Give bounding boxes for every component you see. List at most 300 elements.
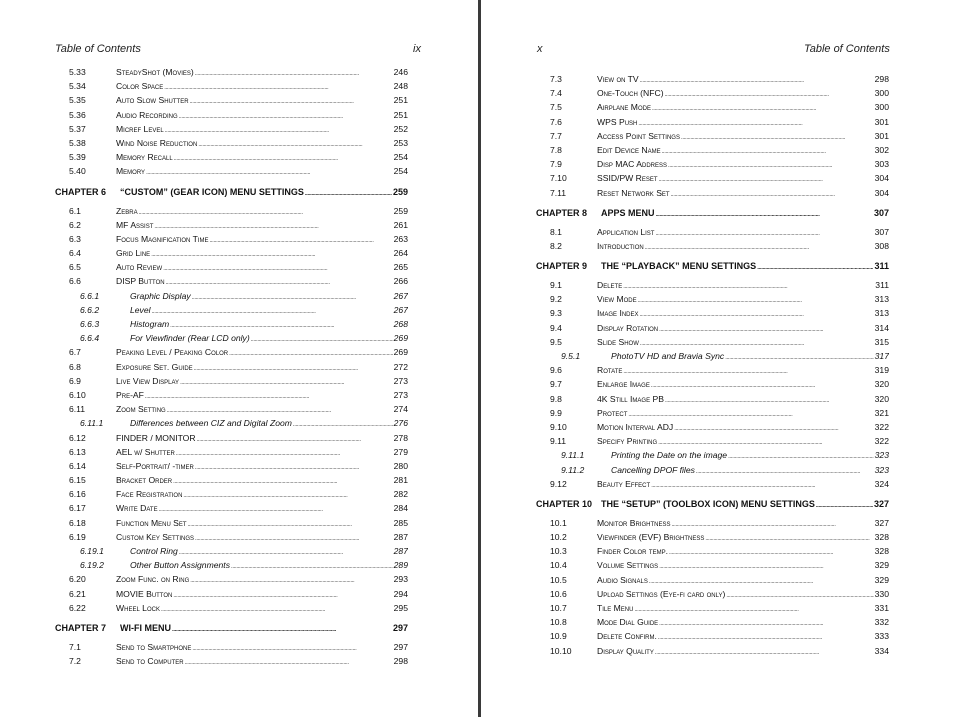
right-page: [481, 0, 958, 717]
toc-leader-dots: [188, 516, 393, 530]
toc-section-row: [536, 100, 889, 114]
toc-page-number: 333: [874, 631, 889, 642]
toc-number: 6.21: [69, 588, 86, 599]
toc-title: PhotoTV HD and Bravia Sync: [611, 351, 725, 361]
toc-page-number: 266: [393, 276, 408, 287]
toc-title: Graphic Display: [130, 290, 191, 301]
toc-number: 6.6.3: [80, 319, 100, 329]
toc-page-number: 315: [874, 336, 889, 347]
toc-number: 6.14: [69, 460, 86, 471]
toc-title: Volume Settings: [597, 560, 659, 571]
toc-title: Zebra: [116, 205, 138, 216]
toc-leader-dots: [659, 558, 873, 572]
toc-chapter-row: [536, 256, 889, 276]
toc-title: Edit Device Name: [597, 144, 661, 155]
toc-subsection-row: [55, 289, 408, 303]
toc-chapter-row: [536, 203, 889, 223]
toc-section-row: [55, 65, 408, 79]
toc-leader-dots: [645, 239, 874, 253]
toc-page-number: 320: [874, 379, 889, 390]
toc-title: Disp MAC Address: [597, 159, 668, 170]
toc-number: 7.10: [550, 173, 567, 184]
toc-section-row: [536, 573, 889, 587]
toc-number: 6.15: [69, 475, 86, 486]
toc-title: Face Registration: [116, 489, 183, 500]
toc-page-number: 298: [874, 74, 889, 84]
toc-section-row: [536, 587, 889, 601]
toc-page-number: 273: [393, 375, 408, 386]
toc-title: Micref Level: [116, 123, 164, 134]
toc-number: 5.35: [69, 95, 86, 106]
toc-subsection-row: [55, 317, 408, 331]
toc-section-row: [536, 171, 889, 185]
toc-leader-dots: [190, 93, 393, 107]
toc-number: 5.38: [69, 137, 86, 148]
toc-number: 6.19.1: [80, 546, 104, 556]
toc-leader-dots: [174, 150, 393, 164]
toc-title: View Mode: [597, 294, 637, 305]
toc-leader-dots: [651, 377, 874, 391]
toc-page-number: 300: [874, 102, 889, 113]
toc-title: Peaking Level / Peaking Color: [116, 347, 229, 358]
toc-number: 9.4: [550, 322, 562, 333]
toc-page-number: 269: [393, 347, 408, 358]
toc-title: Delete Confirm.: [597, 631, 657, 642]
toc-page-number: 320: [874, 393, 889, 404]
toc-page-number: 281: [393, 475, 408, 486]
toc-number: 6.13: [69, 446, 86, 457]
toc-leader-dots: [164, 79, 392, 93]
toc-number: 10.2: [550, 532, 567, 543]
toc-title: WI-FI MENU: [120, 622, 171, 633]
toc-page-number: 287: [393, 546, 408, 556]
toc-leader-dots: [210, 232, 393, 246]
toc-title: Audio Recording: [116, 109, 178, 120]
toc-page-number: 253: [393, 137, 408, 148]
toc-number: 10.10: [550, 645, 572, 656]
toc-page-number: 298: [393, 656, 408, 667]
toc-number: 6.19: [69, 531, 86, 542]
toc-page-number: 300: [874, 88, 889, 99]
toc-page-number: 308: [874, 240, 889, 251]
toc-section-row: [55, 93, 408, 107]
toc-leader-dots: [146, 164, 393, 178]
toc-section-row: [536, 72, 889, 86]
toc-page-number: 287: [393, 531, 408, 542]
toc-leader-dots: [185, 654, 393, 668]
toc-leader-dots: [655, 225, 873, 239]
toc-leader-dots: [145, 388, 393, 402]
toc-page-number: 269: [393, 333, 408, 344]
toc-section-row: [55, 572, 408, 586]
toc-number: 9.5: [550, 336, 562, 347]
toc-leader-dots: [725, 349, 873, 363]
toc-number: 6.20: [69, 574, 86, 585]
toc-section-row: [55, 108, 408, 122]
toc-title: Finder Color temp.: [597, 546, 668, 557]
toc-leader-dots: [659, 321, 874, 335]
toc-page-number: 267: [393, 290, 408, 301]
toc-title: MOVIE Button: [116, 588, 173, 599]
toc-number: 7.11: [550, 187, 567, 198]
toc-title: SteadyShot (Movies): [116, 67, 194, 77]
toc-number: 6.18: [69, 517, 86, 528]
toc-title: Wheel Lock: [116, 602, 160, 613]
toc-subsection-row: [55, 558, 408, 572]
toc-title: Zoom Func. on Ring: [116, 574, 190, 585]
toc-number: CHAPTER 8: [536, 207, 588, 218]
toc-page-number: 322: [874, 436, 889, 447]
toc-page-number: 334: [874, 645, 889, 656]
toc-page-number: 259: [393, 205, 408, 216]
toc-section-row: [55, 360, 408, 374]
toc-page-number: 328: [874, 532, 889, 543]
toc-section-row: [536, 321, 889, 335]
toc-section-row: [55, 374, 408, 388]
toc-title: APPS MENU: [601, 207, 655, 218]
toc-leader-dots: [623, 363, 873, 377]
toc-number: 9.6: [550, 365, 562, 376]
toc-title: Access Point Settings: [597, 130, 680, 141]
toc-number: 6.4: [69, 248, 81, 259]
toc-title: Protect: [597, 407, 628, 418]
toc-leader-dots: [173, 473, 393, 487]
right-header-page-number: x: [537, 43, 543, 55]
toc-section-row: [55, 232, 408, 246]
toc-section-row: [55, 150, 408, 164]
toc-leader-dots: [634, 601, 873, 615]
toc-title: Application List: [597, 226, 655, 237]
toc-leader-dots: [293, 416, 393, 430]
toc-title: Pre-AF: [116, 389, 144, 400]
toc-leader-dots: [179, 108, 393, 122]
toc-page-number: 274: [393, 404, 408, 415]
toc-page-number: 282: [393, 489, 408, 500]
toc-page-number: 313: [874, 294, 889, 305]
toc-leader-dots: [757, 256, 873, 276]
toc-leader-dots: [161, 601, 393, 615]
toc-leader-dots: [229, 345, 393, 359]
toc-number: 8.1: [550, 226, 562, 237]
toc-title: Display Quality: [597, 645, 654, 656]
toc-number: 9.11: [550, 436, 567, 447]
toc-page-number: 313: [874, 308, 889, 319]
toc-number: 9.9: [550, 407, 562, 418]
toc-title: Zoom Setting: [116, 404, 166, 415]
toc-title: Auto Review: [116, 262, 163, 273]
toc-title: Wind Noise Reduction: [116, 137, 198, 148]
toc-leader-dots: [139, 204, 393, 218]
toc-title: Custom Key Settings: [116, 531, 195, 542]
toc-section-row: [536, 225, 889, 239]
toc-number: 5.37: [69, 123, 86, 134]
toc-section-row: [536, 157, 889, 171]
toc-section-row: [55, 204, 408, 218]
toc-leader-dots: [195, 65, 393, 79]
toc-section-row: [536, 143, 889, 157]
toc-section-row: [536, 601, 889, 615]
toc-number: 6.12: [69, 432, 86, 443]
toc-title: Image Index: [597, 308, 639, 319]
toc-number: 6.22: [69, 602, 86, 613]
toc-section-row: [536, 239, 889, 253]
toc-title: Send to Smartphone: [116, 641, 192, 652]
toc-number: 6.5: [69, 262, 81, 273]
left-header-page-number: ix: [413, 43, 421, 55]
toc-page-number: 297: [393, 641, 408, 652]
toc-number: 10.8: [550, 617, 567, 628]
toc-section-row: [55, 274, 408, 288]
toc-number: 10.4: [550, 560, 567, 571]
toc-title: Level: [130, 304, 151, 315]
toc-section-row: [536, 516, 889, 530]
toc-page-number: 273: [393, 389, 408, 400]
toc-title: Function Menu Set: [116, 517, 187, 528]
toc-number: 6.8: [69, 361, 81, 372]
toc-page-number: 272: [393, 361, 408, 372]
toc-page-number: 251: [393, 109, 408, 120]
toc-section-row: [55, 218, 408, 232]
toc-title: Bracket Order: [116, 475, 173, 486]
toc-leader-dots: [172, 618, 392, 638]
toc-page-number: 284: [393, 503, 408, 514]
toc-page-number: 332: [874, 617, 889, 628]
toc-number: 5.36: [69, 109, 86, 120]
left-toc-list: [55, 65, 408, 668]
toc-leader-dots: [816, 494, 873, 514]
toc-section-row: [536, 392, 889, 406]
toc-number: CHAPTER 10: [536, 498, 593, 509]
toc-leader-dots: [180, 374, 393, 388]
toc-title: Send to Computer: [116, 656, 184, 667]
toc-leader-dots: [192, 289, 393, 303]
toc-chapter-row: [55, 182, 408, 202]
toc-page-number: 324: [874, 478, 889, 489]
toc-leader-dots: [669, 544, 874, 558]
toc-page-number: 311: [874, 261, 889, 272]
toc-leader-dots: [652, 100, 874, 114]
toc-leader-dots: [176, 445, 393, 459]
toc-title: Tile Menu: [597, 603, 634, 613]
toc-leader-dots: [728, 448, 874, 462]
toc-title: Specify Printing: [597, 436, 658, 447]
toc-leader-dots: [658, 629, 874, 643]
toc-page-number: 301: [874, 130, 889, 141]
toc-page-number: 317: [874, 351, 889, 361]
toc-section-row: [536, 420, 889, 434]
toc-number: 5.40: [69, 166, 86, 177]
toc-leader-dots: [651, 477, 873, 491]
right-toc-list: [536, 72, 889, 658]
toc-page-number: 265: [393, 262, 408, 273]
toc-section-row: [536, 335, 889, 349]
toc-section-row: [55, 654, 408, 668]
toc-section-row: [55, 530, 408, 544]
toc-page-number: 268: [393, 319, 408, 329]
toc-section-row: [55, 431, 408, 445]
toc-subsection-row: [536, 448, 889, 462]
toc-leader-dots: [726, 587, 873, 601]
toc-section-row: [536, 530, 889, 544]
toc-section-row: [55, 164, 408, 178]
toc-page-number: 327: [874, 517, 889, 528]
toc-leader-dots: [640, 306, 874, 320]
toc-leader-dots: [152, 303, 393, 317]
toc-title: Slide Show: [597, 336, 639, 347]
toc-leader-dots: [659, 615, 873, 629]
toc-number: 7.4: [550, 88, 562, 99]
toc-title: Mode Dial Guide: [597, 617, 659, 628]
toc-chapter-row: [55, 618, 408, 638]
toc-section-row: [536, 86, 889, 100]
right-header-title: Table of Contents: [804, 43, 890, 55]
toc-page-number: 319: [874, 365, 889, 376]
toc-page-number: 304: [874, 173, 889, 184]
toc-number: 6.3: [69, 233, 81, 244]
toc-number: 10.3: [550, 546, 567, 557]
toc-title: Printing the Date on the image: [611, 450, 728, 461]
toc-number: 10.6: [550, 588, 567, 599]
toc-section-row: [55, 388, 408, 402]
toc-number: 6.1: [69, 205, 81, 216]
toc-section-row: [536, 278, 889, 292]
toc-number: 7.8: [550, 144, 562, 155]
toc-title: FINDER / MONITOR: [116, 432, 196, 443]
toc-section-row: [55, 122, 408, 136]
toc-leader-dots: [681, 129, 874, 143]
toc-title: “CUSTOM” (GEAR ICON) MENU SETTINGS: [120, 186, 304, 197]
toc-page-number: 303: [874, 159, 889, 170]
toc-section-row: [536, 115, 889, 129]
toc-title: Display Rotation: [597, 322, 659, 333]
toc-title: Monitor Brightness: [597, 517, 671, 528]
toc-title: Color Space: [116, 81, 164, 92]
left-page: [0, 0, 478, 717]
toc-subsection-row: [55, 331, 408, 345]
toc-leader-dots: [638, 292, 874, 306]
toc-page-number: 264: [393, 248, 408, 259]
toc-section-row: [536, 477, 889, 491]
toc-leader-dots: [665, 86, 874, 100]
toc-section-row: [55, 516, 408, 530]
toc-subsection-row: [536, 349, 889, 363]
toc-section-row: [536, 306, 889, 320]
toc-number: 9.7: [550, 379, 562, 390]
toc-leader-dots: [195, 459, 393, 473]
toc-leader-dots: [183, 487, 392, 501]
toc-number: 9.2: [550, 294, 562, 305]
toc-number: 6.19.2: [80, 560, 104, 571]
toc-page-number: 294: [393, 588, 408, 599]
toc-section-row: [55, 79, 408, 93]
toc-chapter-row: [536, 494, 889, 514]
toc-leader-dots: [640, 72, 874, 86]
toc-title: Reset Network Set: [597, 187, 670, 198]
toc-leader-dots: [655, 644, 874, 658]
toc-number: 6.6.1: [80, 290, 100, 301]
toc-page-number: 323: [874, 464, 889, 475]
toc-section-row: [55, 136, 408, 150]
toc-title: Cancelling DPOF files: [611, 464, 695, 475]
toc-page-number: 301: [874, 116, 889, 127]
toc-subsection-row: [536, 463, 889, 477]
toc-number: 10.7: [550, 603, 567, 613]
toc-page-number: 261: [393, 219, 408, 230]
toc-section-row: [536, 644, 889, 658]
toc-number: 10.1: [550, 517, 567, 528]
toc-number: 7.6: [550, 116, 562, 127]
toc-title: WPS Push: [597, 116, 638, 127]
toc-leader-dots: [662, 143, 874, 157]
toc-leader-dots: [197, 431, 393, 445]
toc-leader-dots: [194, 360, 393, 374]
toc-title: Delete: [597, 280, 623, 291]
toc-number: 6.17: [69, 503, 86, 514]
toc-leader-dots: [231, 558, 393, 572]
toc-page-number: 329: [874, 560, 889, 571]
toc-page-number: 289: [393, 560, 408, 571]
toc-leader-dots: [190, 572, 392, 586]
toc-page-number: 276: [393, 418, 408, 429]
toc-title: Control Ring: [130, 546, 178, 556]
left-header-title: Table of Contents: [55, 43, 141, 55]
toc-title: Live View Display: [116, 375, 180, 386]
toc-number: 5.34: [69, 81, 86, 92]
toc-page-number: 330: [874, 588, 889, 599]
toc-title: Audio Signals: [597, 574, 648, 585]
toc-number: 6.6.2: [80, 304, 100, 315]
toc-page-number: 246: [393, 67, 408, 77]
toc-title: Memory: [116, 166, 146, 177]
toc-section-row: [536, 186, 889, 200]
toc-page-number: 323: [874, 450, 889, 461]
toc-number: 10.5: [550, 574, 567, 585]
toc-leader-dots: [166, 274, 393, 288]
toc-section-row: [536, 629, 889, 643]
toc-number: 7.5: [550, 102, 562, 113]
toc-title: Other Button Assignments: [130, 560, 230, 571]
toc-number: 9.3: [550, 308, 562, 319]
toc-number: 6.6.4: [80, 333, 100, 344]
toc-page-number: 321: [874, 407, 889, 418]
toc-section-row: [536, 363, 889, 377]
toc-page-number: 259: [392, 186, 408, 197]
toc-section-row: [55, 246, 408, 260]
toc-section-row: [536, 615, 889, 629]
toc-section-row: [55, 459, 408, 473]
toc-section-row: [536, 544, 889, 558]
toc-page-number: 278: [393, 432, 408, 443]
toc-title: View on TV: [597, 74, 639, 84]
toc-section-row: [536, 292, 889, 306]
toc-leader-dots: [674, 420, 873, 434]
toc-title: Histogram: [130, 319, 170, 329]
toc-number: 6.6: [69, 276, 81, 287]
toc-page-number: 304: [874, 187, 889, 198]
toc-title: THE “PLAYBACK” MENU SETTINGS: [601, 261, 757, 272]
toc-page-number: 254: [393, 152, 408, 163]
toc-leader-dots: [638, 115, 873, 129]
toc-leader-dots: [705, 530, 873, 544]
toc-page-number: 280: [393, 460, 408, 471]
toc-number: 6.7: [69, 347, 81, 358]
toc-number: 5.33: [69, 67, 86, 77]
toc-title: THE “SETUP” (TOOLBOX ICON) MENU SETTINGS: [601, 498, 815, 509]
toc-title: Introduction: [597, 240, 644, 251]
toc-page-number: 307: [874, 226, 889, 237]
toc-number: 7.3: [550, 74, 562, 84]
toc-leader-dots: [640, 335, 874, 349]
